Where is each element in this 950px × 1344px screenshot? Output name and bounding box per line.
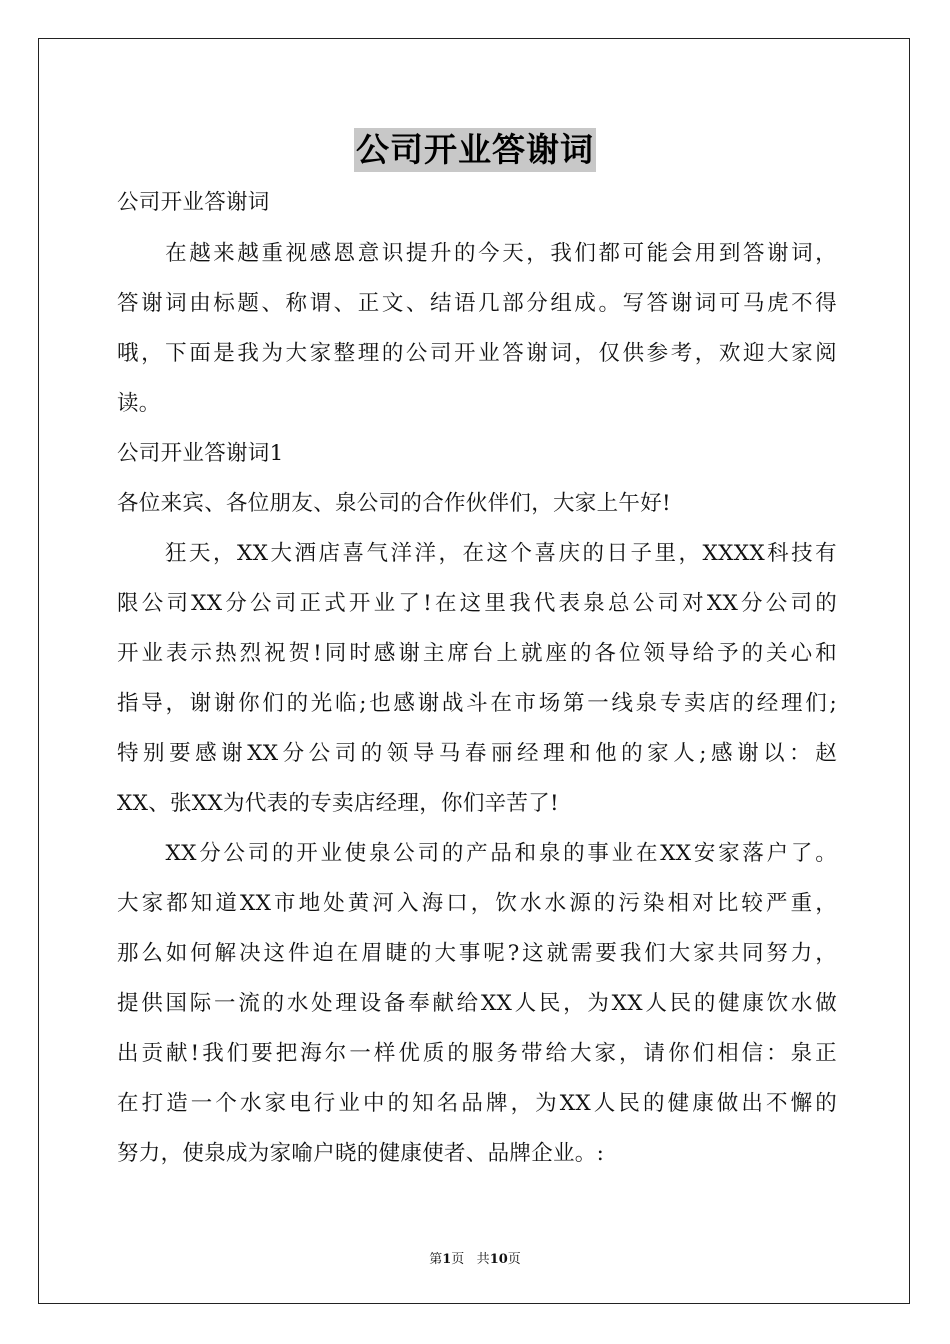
text-line: 提供国际一流的水处理设备奉献给XX人民，为XX人民的健康饮水做 [117, 991, 837, 1016]
text-line: 哦，下面是我为大家整理的公司开业答谢词，仅供参考，欢迎大家阅 [117, 341, 837, 366]
text-line: 限公司XX分公司正式开业了!在这里我代表泉总公司对XX分公司的 [117, 591, 837, 616]
title-wrap [0, 128, 950, 172]
text-line: 指导，谢谢你们的光临;也感谢战斗在市场第一线泉专卖店的经理们; [117, 691, 837, 716]
text-line: 那么如何解决这件迫在眉睫的大事呢?这就需要我们大家共同努力， [117, 941, 837, 966]
text-line: 在越来越重视感恩意识提升的今天，我们都可能会用到答谢词， [117, 241, 837, 266]
text-line: 特别要感谢XX分公司的领导马春丽经理和他的家人;感谢以：赵 [117, 741, 837, 766]
document-title: 公司开业答谢词 [354, 128, 596, 172]
text-line: 答谢词由标题、称谓、正文、结语几部分组成。写答谢词可马虎不得 [117, 291, 837, 316]
text-line: 读。 [117, 391, 161, 416]
text-line: 在打造一个水家电行业中的知名品牌，为XX人民的健康做出不懈的 [117, 1091, 837, 1116]
total-pages: 10 [489, 1252, 508, 1267]
text-line: 出贡献!我们要把海尔一样优质的服务带给大家，请你们相信：泉正 [117, 1041, 837, 1066]
text-line: 开业表示热烈祝贺!同时感谢主席台上就座的各位领导给予的关心和 [117, 641, 837, 666]
text-line: XX、张XX为代表的专卖店经理，你们辛苦了! [117, 791, 559, 816]
page-suffix: 页 [451, 1252, 465, 1267]
text-line: 公司开业答谢词 [117, 190, 270, 215]
text-line: 各位来宾、各位朋友、泉公司的合作伙伴们，大家上午好! [117, 491, 671, 516]
text-line: 公司开业答谢词1 [117, 441, 284, 466]
total-suffix: 页 [507, 1252, 521, 1267]
page-footer [0, 1248, 950, 1267]
total-prefix: 共 [476, 1252, 490, 1267]
text-line: 努力，使泉成为家喻户晓的健康使者、品牌企业。: [117, 1141, 605, 1166]
text-line: 大家都知道XX市地处黄河入海口，饮水水源的污染相对比较严重， [117, 891, 837, 916]
page-number: 1 [442, 1252, 452, 1267]
page-prefix: 第 [429, 1252, 443, 1267]
text-line: 狂天，XX大酒店喜气洋洋，在这个喜庆的日子里，XXXX科技有 [117, 541, 837, 566]
text-line: XX分公司的开业使泉公司的产品和泉的事业在XX安家落户了。 [117, 841, 837, 866]
